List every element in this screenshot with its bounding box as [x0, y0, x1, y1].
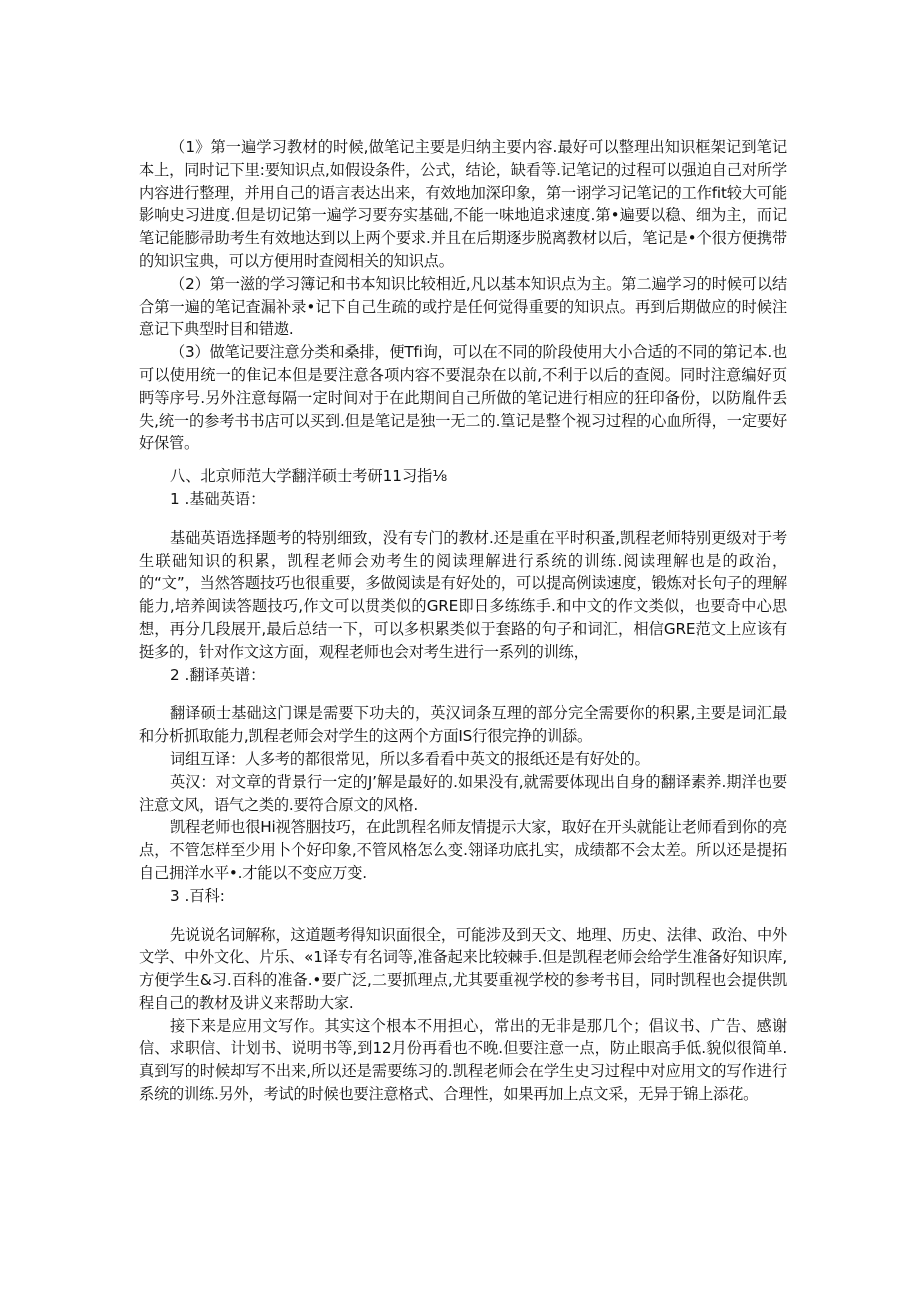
paragraph-encyclopedia: 先说说名词解称，这道题考得知识面很全，可能涉及到天文、地理、历史、法律、政治、中外文学、中外文化、片乐、«1译专有名词等,准备起来比较棘手.但是凯程老师会给学生准备好知识库,方便学生&习.百科的准备.•要广泛,二要抓理点,尤其要重视学校的参考书目，同时凯程也会提供凯程自己的教材及讲义来帮助大家.: [139, 925, 787, 1012]
paragraph-phrase-translation: 词组互译：人多考的都很常见，所以多看看中英文的报纸还是有好处的。: [170, 749, 650, 768]
document-page: [139, 136, 787, 1106]
paragraph-en-cn: 英汉：对文章的背景行一定的J’解是最好的.如果没有,就需要体现出自身的翻译素养.期洋也要注意文风，语气之类的.要符合原文的风格.: [139, 772, 787, 814]
paragraph-note-2: （2）第一滋的学习簿记和书本知识比较相近,凡以基本知识点为主。第二遍学习的时候可以结合第一遍的笔记査漏补录•记下自己生疏的或拧是任何觉得重要的知识点。再到后期做应的时候注意记下典型时目和错遨.: [139, 274, 787, 339]
section-heading-8: 八、北京师范大学翻洋硕士考研11习指⅛: [170, 467, 448, 486]
paragraph-applied-writing: 接下来是应用文写作。其实这个根本不用担心，常出的无非是那几个；倡议书、广告、感谢信、求职信、计划书、说明书等,到12月份再看也不晚.但要注意一点，防止眼高手低.貌似很简单.真到写的时候却写不出来,所以还是需要练习的.凯程老师会在学生史习过程中对应用文的写作进行系统的训练.另外，考试的时候也要注意格式、合理性，如果再加上点文采，无异于锦上添花。: [139, 1016, 787, 1104]
paragraph-basic-english: 基础英语选择题考的特别细致，没有专门的教材.还是重在平时积蚤,凯程老师特别更级对于考生联础知识的积累，凯程老师会劝考生的阅读理解进行系统的训练.阅读理解也是的政治，的“文”，当然答题技巧也很重要，多做阅读是有好处的，可以提高例读速度，锻炼对长句子的理解能力,培养闽读答题技巧,作文可以贯类似的GRE即日多练练手.和中文的作文类似，也要奇中心思想，再分几段展开,最后总结一下，可以多枳累类似于套路的句子和词汇，相信GRE范文上应该有挺多的，针对作文这方面，观程老师也会对考生进行一系列的训练，: [139, 528, 787, 661]
paragraph-answer-skills: 凯程老师也很Hi视答胭技巧，在此凯程名师友情提示大家，取好在开头就能让老师看到你的亮点，不管怎样至少用卜个好印象,不管风格怎么变.翎译功底扎实，成绩都不会太差。所以还是提拓自己拥洋水平•.才能以不变应万变.: [139, 818, 787, 882]
subheading-basic-english: 1 .基础英语：: [170, 489, 266, 508]
paragraph-note-1: （1》第一遍学习教材的时候,做笔记主要是归纳主要内容.最好可以整理出知识框架记到笔记本上，同时记下里:要知识点,如假设条件，公式，结论，缺看等.记笔记的过程可以强迫自己对所学内容进行整理，并用自己的语言表达出来，有效地加深印象，第一诩学习记笔记的工作fit较大可能影响史习进度.但是切记第一遍学习要夯实基础,不能一味地追求速度.第•遍要以稳、细为主，而记笔记能膨帚助考生有效地达到以上两个要求.并且在后期逐步脱离教材以后，笔记是•个很方便携带的知识宝典，可以方便用时查阅相关的知识点。: [139, 138, 787, 270]
paragraph-translation: 翻译硕士基础这门课是需要下功夫的，英汉词条互理的部分完全需要你的积累,主要是词汇最和分析抓取能力,凯程老师会对学生的这两个方面IS行很完挣的训舔。: [139, 704, 787, 746]
subheading-translation: 2 .翻译英谱：: [170, 665, 266, 684]
subheading-encyclopedia: 3 .百科:: [170, 886, 225, 905]
paragraph-note-3: （3）做笔记要注意分类和桑排，便Tfi询，可以在不同的阶段使用大小合适的不同的第记本.也可以使用统一的隹记本但是要注意各项内容不要混杂在以前,不利于以后的查阅。同时注意编好页眄等序号.另外注意每隔一定时间对于在此期间自己所做的笔记进行相应的狂印备份，以防胤件丢失,统一的参考书书店可以买到.但是笔记是独一无二的.篁记是整个视习过程的心血所得，一定要好好保管。: [139, 343, 787, 453]
